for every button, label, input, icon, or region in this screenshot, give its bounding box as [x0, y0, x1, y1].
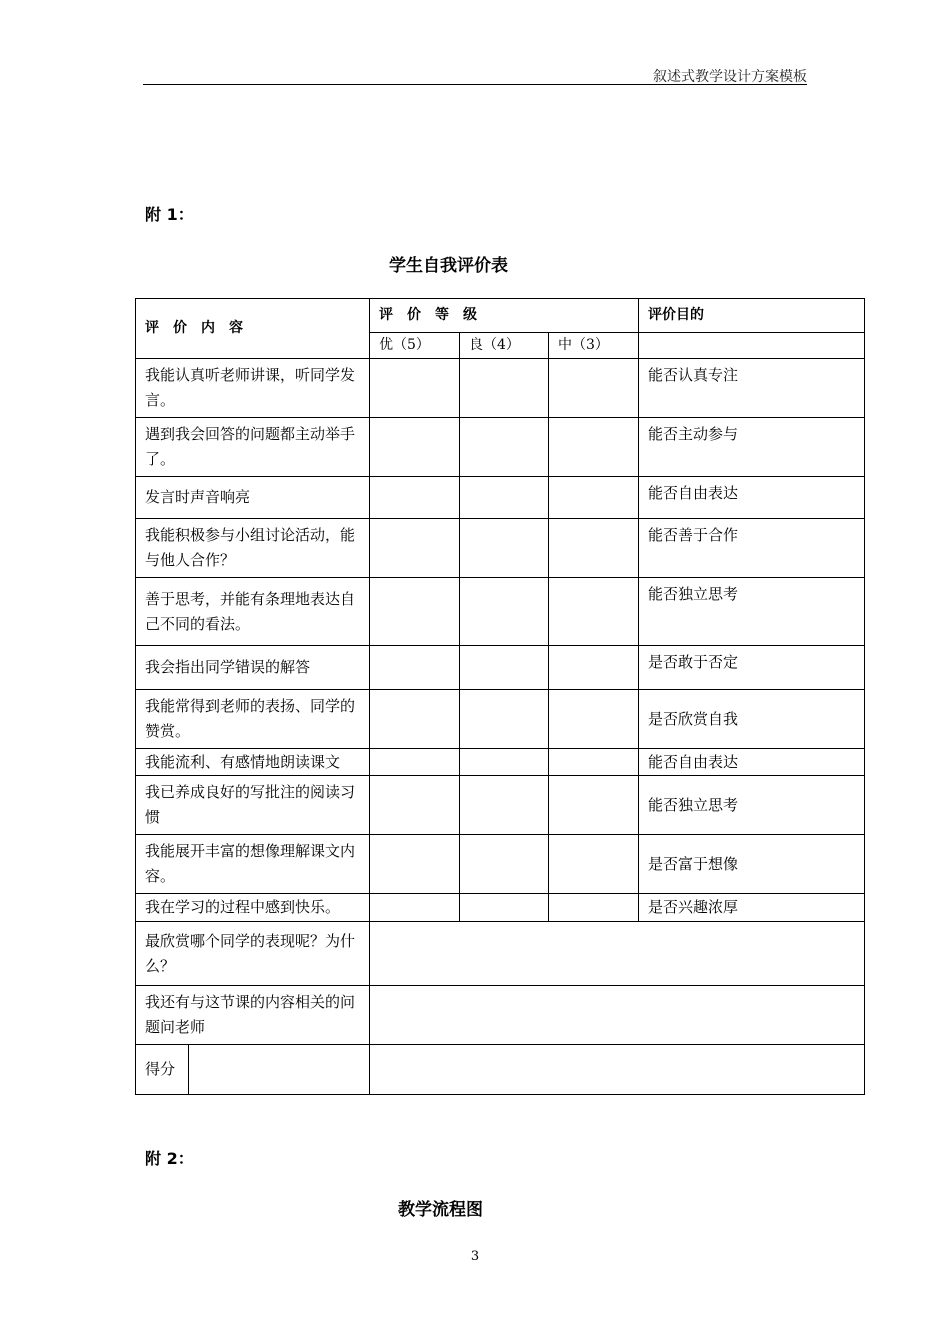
table-row — [136, 477, 865, 519]
score-value — [189, 1045, 370, 1095]
table-row — [136, 749, 865, 776]
grade-cell — [549, 477, 639, 519]
appendix-2-title: 教学流程图 — [398, 1200, 483, 1220]
row-purpose: 是否欣赏自我 — [639, 690, 865, 749]
row-purpose: 能否善于合作 — [639, 519, 865, 578]
table-row — [136, 690, 865, 749]
grade-cell — [370, 519, 460, 578]
grade-cell — [370, 359, 460, 418]
row-content: 我能展开丰富的想像理解课文内容。 — [136, 835, 370, 894]
row-purpose: 能否自由表达 — [639, 477, 865, 519]
grade-cell — [370, 646, 460, 690]
grade-cell — [549, 359, 639, 418]
row-content: 我能常得到老师的表扬、同学的赞赏。 — [136, 690, 370, 749]
appendix-2-label: 附 2： — [145, 1149, 194, 1168]
table-row — [136, 359, 865, 418]
row-purpose: 是否敢于否定 — [639, 646, 865, 690]
grade-fair: 中（3） — [549, 333, 639, 359]
open-row-content: 我还有与这节课的内容相关的问题问老师 — [136, 986, 370, 1045]
table-row — [136, 894, 865, 922]
table-row — [136, 418, 865, 477]
grade-cell — [549, 835, 639, 894]
grade-cell — [460, 690, 549, 749]
grade-cell — [370, 578, 460, 646]
grade-cell — [460, 749, 549, 776]
grade-cell — [460, 418, 549, 477]
row-content: 我已养成良好的写批注的阅读习惯 — [136, 776, 370, 835]
grade-cell — [549, 519, 639, 578]
appendix-1-title: 学生自我评价表 — [389, 256, 508, 276]
page-header-title: 叙述式教学设计方案模板 — [653, 69, 807, 85]
header-purpose-blank — [639, 333, 865, 359]
table-row — [136, 578, 865, 646]
grade-cell — [549, 690, 639, 749]
row-purpose: 是否兴趣浓厚 — [639, 894, 865, 922]
table-row — [136, 519, 865, 578]
grade-cell — [549, 894, 639, 922]
grade-cell — [370, 749, 460, 776]
grade-cell — [549, 776, 639, 835]
self-evaluation-table — [135, 298, 865, 1095]
header-purpose: 评价目的 — [639, 299, 865, 333]
score-row — [136, 1045, 865, 1095]
appendix-1-label: 附 1： — [145, 205, 194, 224]
score-label: 得分 — [136, 1045, 189, 1095]
row-content: 我能积极参与小组讨论活动，能与他人合作？ — [136, 519, 370, 578]
score-remarks — [370, 1045, 865, 1095]
grade-cell — [460, 894, 549, 922]
table-row — [136, 776, 865, 835]
row-content: 我在学习的过程中感到快乐。 — [136, 894, 370, 922]
grade-cell — [370, 776, 460, 835]
grade-cell — [370, 690, 460, 749]
grade-cell — [460, 477, 549, 519]
header-content: 评 价 内 容 — [136, 299, 370, 359]
grade-cell — [370, 477, 460, 519]
row-purpose: 能否独立思考 — [639, 578, 865, 646]
row-content: 遇到我会回答的问题都主动举手了。 — [136, 418, 370, 477]
grade-excellent: 优（5） — [370, 333, 460, 359]
open-row-answer — [370, 986, 865, 1045]
grade-cell — [460, 519, 549, 578]
row-content: 我能流利、有感情地朗读课文 — [136, 749, 370, 776]
table-row — [136, 646, 865, 690]
row-purpose: 能否主动参与 — [639, 418, 865, 477]
grade-cell — [549, 749, 639, 776]
table-row-open — [136, 922, 865, 986]
row-content: 善于思考，并能有条理地表达自己不同的看法。 — [136, 578, 370, 646]
row-purpose: 能否独立思考 — [639, 776, 865, 835]
page-number: 3 — [470, 1249, 480, 1264]
grade-cell — [460, 776, 549, 835]
grade-good: 良（4） — [460, 333, 549, 359]
grade-cell — [549, 578, 639, 646]
grade-cell — [549, 418, 639, 477]
grade-cell — [370, 835, 460, 894]
row-content: 发言时声音响亮 — [136, 477, 370, 519]
grade-cell — [460, 578, 549, 646]
grade-cell — [460, 835, 549, 894]
row-content: 我会指出同学错误的解答 — [136, 646, 370, 690]
open-row-answer — [370, 922, 865, 986]
grade-cell — [460, 646, 549, 690]
grade-cell — [549, 646, 639, 690]
row-purpose: 能否自由表达 — [639, 749, 865, 776]
open-row-content: 最欣赏哪个同学的表现呢？为什么？ — [136, 922, 370, 986]
header-grade: 评 价 等 级 — [370, 299, 639, 333]
row-purpose: 是否富于想像 — [639, 835, 865, 894]
grade-cell — [460, 359, 549, 418]
row-content: 我能认真听老师讲课，听同学发言。 — [136, 359, 370, 418]
table-row — [136, 835, 865, 894]
grade-cell — [370, 418, 460, 477]
table-row-open — [136, 986, 865, 1045]
grade-cell — [370, 894, 460, 922]
row-purpose: 能否认真专注 — [639, 359, 865, 418]
header-rule — [143, 84, 807, 85]
